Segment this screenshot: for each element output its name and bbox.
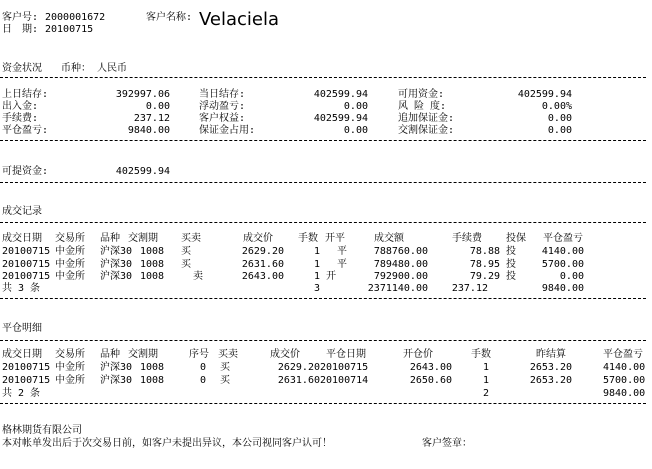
trade-qty: 1 bbox=[314, 271, 321, 282]
trade-fee: 79.29 bbox=[469, 271, 500, 282]
column-header: 开仓价 bbox=[403, 349, 433, 360]
closes-total-pnl: 9840.00 bbox=[603, 388, 646, 399]
column-header: 手数 bbox=[471, 349, 491, 360]
close-pnl: 4140.00 bbox=[603, 362, 646, 373]
trade-amount: 788760.00 bbox=[373, 246, 428, 257]
customer-name: Velaciela bbox=[199, 9, 280, 30]
funds-label: 平仓盈亏: bbox=[2, 125, 49, 136]
funds-value: 392997.06 bbox=[115, 89, 170, 100]
funds-value: 9840.00 bbox=[127, 125, 170, 136]
trade-date: 20100715 bbox=[2, 246, 51, 257]
funds-label: 风 险 度: bbox=[398, 101, 447, 112]
close-price: 2629.20 bbox=[277, 362, 320, 373]
funds-value: 0.00 bbox=[145, 101, 170, 112]
closes-section-label: 平仓明细 bbox=[2, 323, 42, 334]
trade-delivery: 1008 bbox=[140, 246, 165, 257]
closes-total-qty: 2 bbox=[483, 388, 490, 399]
trade-delivery: 1008 bbox=[140, 259, 165, 270]
trade-open-close: 开 bbox=[326, 271, 336, 282]
column-header: 品种 bbox=[100, 349, 120, 360]
close-product: 沪深30 bbox=[100, 362, 133, 373]
funds-value: 402599.94 bbox=[313, 113, 368, 124]
trade-exchange: 中金所 bbox=[55, 271, 85, 282]
funds-value: 0.00% bbox=[541, 101, 572, 112]
withdrawable-value: 402599.94 bbox=[115, 166, 170, 177]
column-header: 平仓盈亏 bbox=[603, 349, 643, 360]
trade-pnl: 0.00 bbox=[559, 271, 584, 282]
trade-qty: 1 bbox=[314, 246, 321, 257]
close-prev-settle: 2653.20 bbox=[529, 375, 572, 386]
close-close-date: 20100715 bbox=[320, 362, 369, 373]
company-name: 格林期货有限公司 bbox=[2, 425, 82, 436]
funds-label: 保证金占用: bbox=[199, 125, 256, 136]
trades-total-label: 共 3 条 bbox=[2, 283, 41, 294]
trades-section-label: 成交记录 bbox=[2, 206, 42, 217]
column-header: 成交价 bbox=[243, 233, 273, 244]
trade-price: 2643.00 bbox=[241, 271, 284, 282]
trade-amount: 792900.00 bbox=[373, 271, 428, 282]
close-date: 20100715 bbox=[2, 362, 51, 373]
close-side: 买 bbox=[220, 375, 230, 386]
funds-label: 出入金: bbox=[2, 101, 39, 112]
funds-value: 402599.94 bbox=[517, 89, 572, 100]
funds-label: 上日结存: bbox=[2, 89, 49, 100]
funds-label: 交割保证金: bbox=[398, 125, 455, 136]
funds-value: 237.12 bbox=[133, 113, 170, 124]
close-date: 20100715 bbox=[2, 375, 51, 386]
trade-product: 沪深30 bbox=[100, 246, 133, 257]
close-seq: 0 bbox=[200, 362, 207, 373]
trade-exchange: 中金所 bbox=[55, 246, 85, 257]
funds-value: 0.00 bbox=[547, 125, 572, 136]
customer-no: 2000001672 bbox=[45, 12, 106, 23]
trade-amount: 789480.00 bbox=[373, 259, 428, 270]
trade-side: 买 bbox=[181, 246, 191, 257]
trade-date: 20100715 bbox=[2, 271, 51, 282]
currency-label: 币种： bbox=[61, 63, 91, 74]
trade-price: 2629.20 bbox=[241, 246, 284, 257]
divider bbox=[0, 182, 646, 183]
trades-total-amount: 2371140.00 bbox=[367, 283, 428, 294]
funds-value: 0.00 bbox=[547, 113, 572, 124]
trade-side: 买 bbox=[181, 259, 191, 270]
close-pnl: 5700.00 bbox=[603, 375, 646, 386]
trade-date: 20100715 bbox=[2, 259, 51, 270]
statement-notice: 本对帐单发出后于次交易日前，如客户未提出异议，本公司视同客户认可！ bbox=[2, 438, 332, 449]
close-exchange: 中金所 bbox=[55, 375, 85, 386]
divider bbox=[0, 140, 646, 141]
funds-label: 客户权益: bbox=[199, 113, 246, 124]
divider bbox=[0, 298, 646, 299]
trade-hedge-type: 投 bbox=[506, 271, 516, 282]
trade-pnl: 4140.00 bbox=[541, 246, 584, 257]
date-label: 日 期: bbox=[2, 24, 39, 35]
trade-exchange: 中金所 bbox=[55, 259, 85, 270]
close-exchange: 中金所 bbox=[55, 362, 85, 373]
trade-side: 卖 bbox=[193, 271, 203, 282]
closes-total-label: 共 2 条 bbox=[2, 388, 41, 399]
statement-date: 20100715 bbox=[45, 24, 94, 35]
column-header: 序号 bbox=[189, 349, 209, 360]
column-header: 开平 bbox=[325, 233, 345, 244]
funds-value: 402599.94 bbox=[313, 89, 368, 100]
close-delivery: 1008 bbox=[140, 375, 165, 386]
trade-open-close: 平 bbox=[337, 246, 347, 257]
trades-total-pnl: 9840.00 bbox=[541, 283, 584, 294]
column-header: 成交额 bbox=[374, 233, 404, 244]
customer-no-label: 客户号: bbox=[2, 12, 39, 23]
column-header: 交易所 bbox=[55, 233, 85, 244]
trade-pnl: 5700.00 bbox=[541, 259, 584, 270]
trade-delivery: 1008 bbox=[140, 271, 165, 282]
column-header: 手数 bbox=[298, 233, 318, 244]
close-seq: 0 bbox=[200, 375, 207, 386]
currency-value: 人民币 bbox=[97, 63, 127, 74]
close-close-date: 20100714 bbox=[320, 375, 369, 386]
trade-hedge-type: 投 bbox=[506, 246, 516, 257]
close-price: 2631.60 bbox=[277, 375, 320, 386]
divider bbox=[0, 340, 646, 341]
funds-value: 0.00 bbox=[343, 125, 368, 136]
withdrawable-label: 可提资金: bbox=[2, 166, 49, 177]
funds-label: 手续费: bbox=[2, 113, 39, 124]
close-prev-settle: 2653.20 bbox=[529, 362, 572, 373]
divider bbox=[0, 77, 646, 78]
column-header: 成交日期 bbox=[2, 349, 42, 360]
trade-product: 沪深30 bbox=[100, 259, 133, 270]
funds-label: 当日结存: bbox=[199, 89, 246, 100]
column-header: 品种 bbox=[100, 233, 120, 244]
divider bbox=[0, 222, 646, 223]
close-qty: 1 bbox=[483, 362, 490, 373]
signature-label: 客户签章： bbox=[422, 438, 472, 449]
column-header: 平仓盈亏 bbox=[543, 233, 583, 244]
column-header: 手续费 bbox=[452, 233, 482, 244]
customer-name-label: 客户名称: bbox=[146, 12, 193, 23]
trade-price: 2631.60 bbox=[241, 259, 284, 270]
trades-total-qty: 3 bbox=[314, 283, 321, 294]
column-header: 买卖 bbox=[181, 233, 201, 244]
funds-label: 追加保证金: bbox=[398, 113, 455, 124]
column-header: 交易所 bbox=[55, 349, 85, 360]
close-qty: 1 bbox=[483, 375, 490, 386]
column-header: 交割期 bbox=[128, 233, 158, 244]
column-header: 买卖 bbox=[218, 349, 238, 360]
trade-open-close: 平 bbox=[337, 259, 347, 270]
column-header: 成交日期 bbox=[2, 233, 42, 244]
close-product: 沪深30 bbox=[100, 375, 133, 386]
funds-label: 可用资金: bbox=[398, 89, 445, 100]
close-open-price: 2643.00 bbox=[409, 362, 452, 373]
funds-label: 浮动盈亏: bbox=[199, 101, 246, 112]
funds-value: 0.00 bbox=[343, 101, 368, 112]
divider bbox=[0, 403, 646, 404]
trade-fee: 78.88 bbox=[469, 246, 500, 257]
column-header: 投保 bbox=[506, 233, 526, 244]
column-header: 成交价 bbox=[270, 349, 300, 360]
trade-qty: 1 bbox=[314, 259, 321, 270]
column-header: 平仓日期 bbox=[326, 349, 366, 360]
column-header: 昨结算 bbox=[536, 349, 566, 360]
trades-total-fee: 237.12 bbox=[451, 283, 488, 294]
trade-fee: 78.95 bbox=[469, 259, 500, 270]
column-header: 交割期 bbox=[128, 349, 158, 360]
trade-hedge-type: 投 bbox=[506, 259, 516, 270]
close-side: 买 bbox=[220, 362, 230, 373]
close-open-price: 2650.60 bbox=[409, 375, 452, 386]
close-delivery: 1008 bbox=[140, 362, 165, 373]
funds-section-label: 资金状况 bbox=[2, 63, 42, 74]
trade-product: 沪深30 bbox=[100, 271, 133, 282]
